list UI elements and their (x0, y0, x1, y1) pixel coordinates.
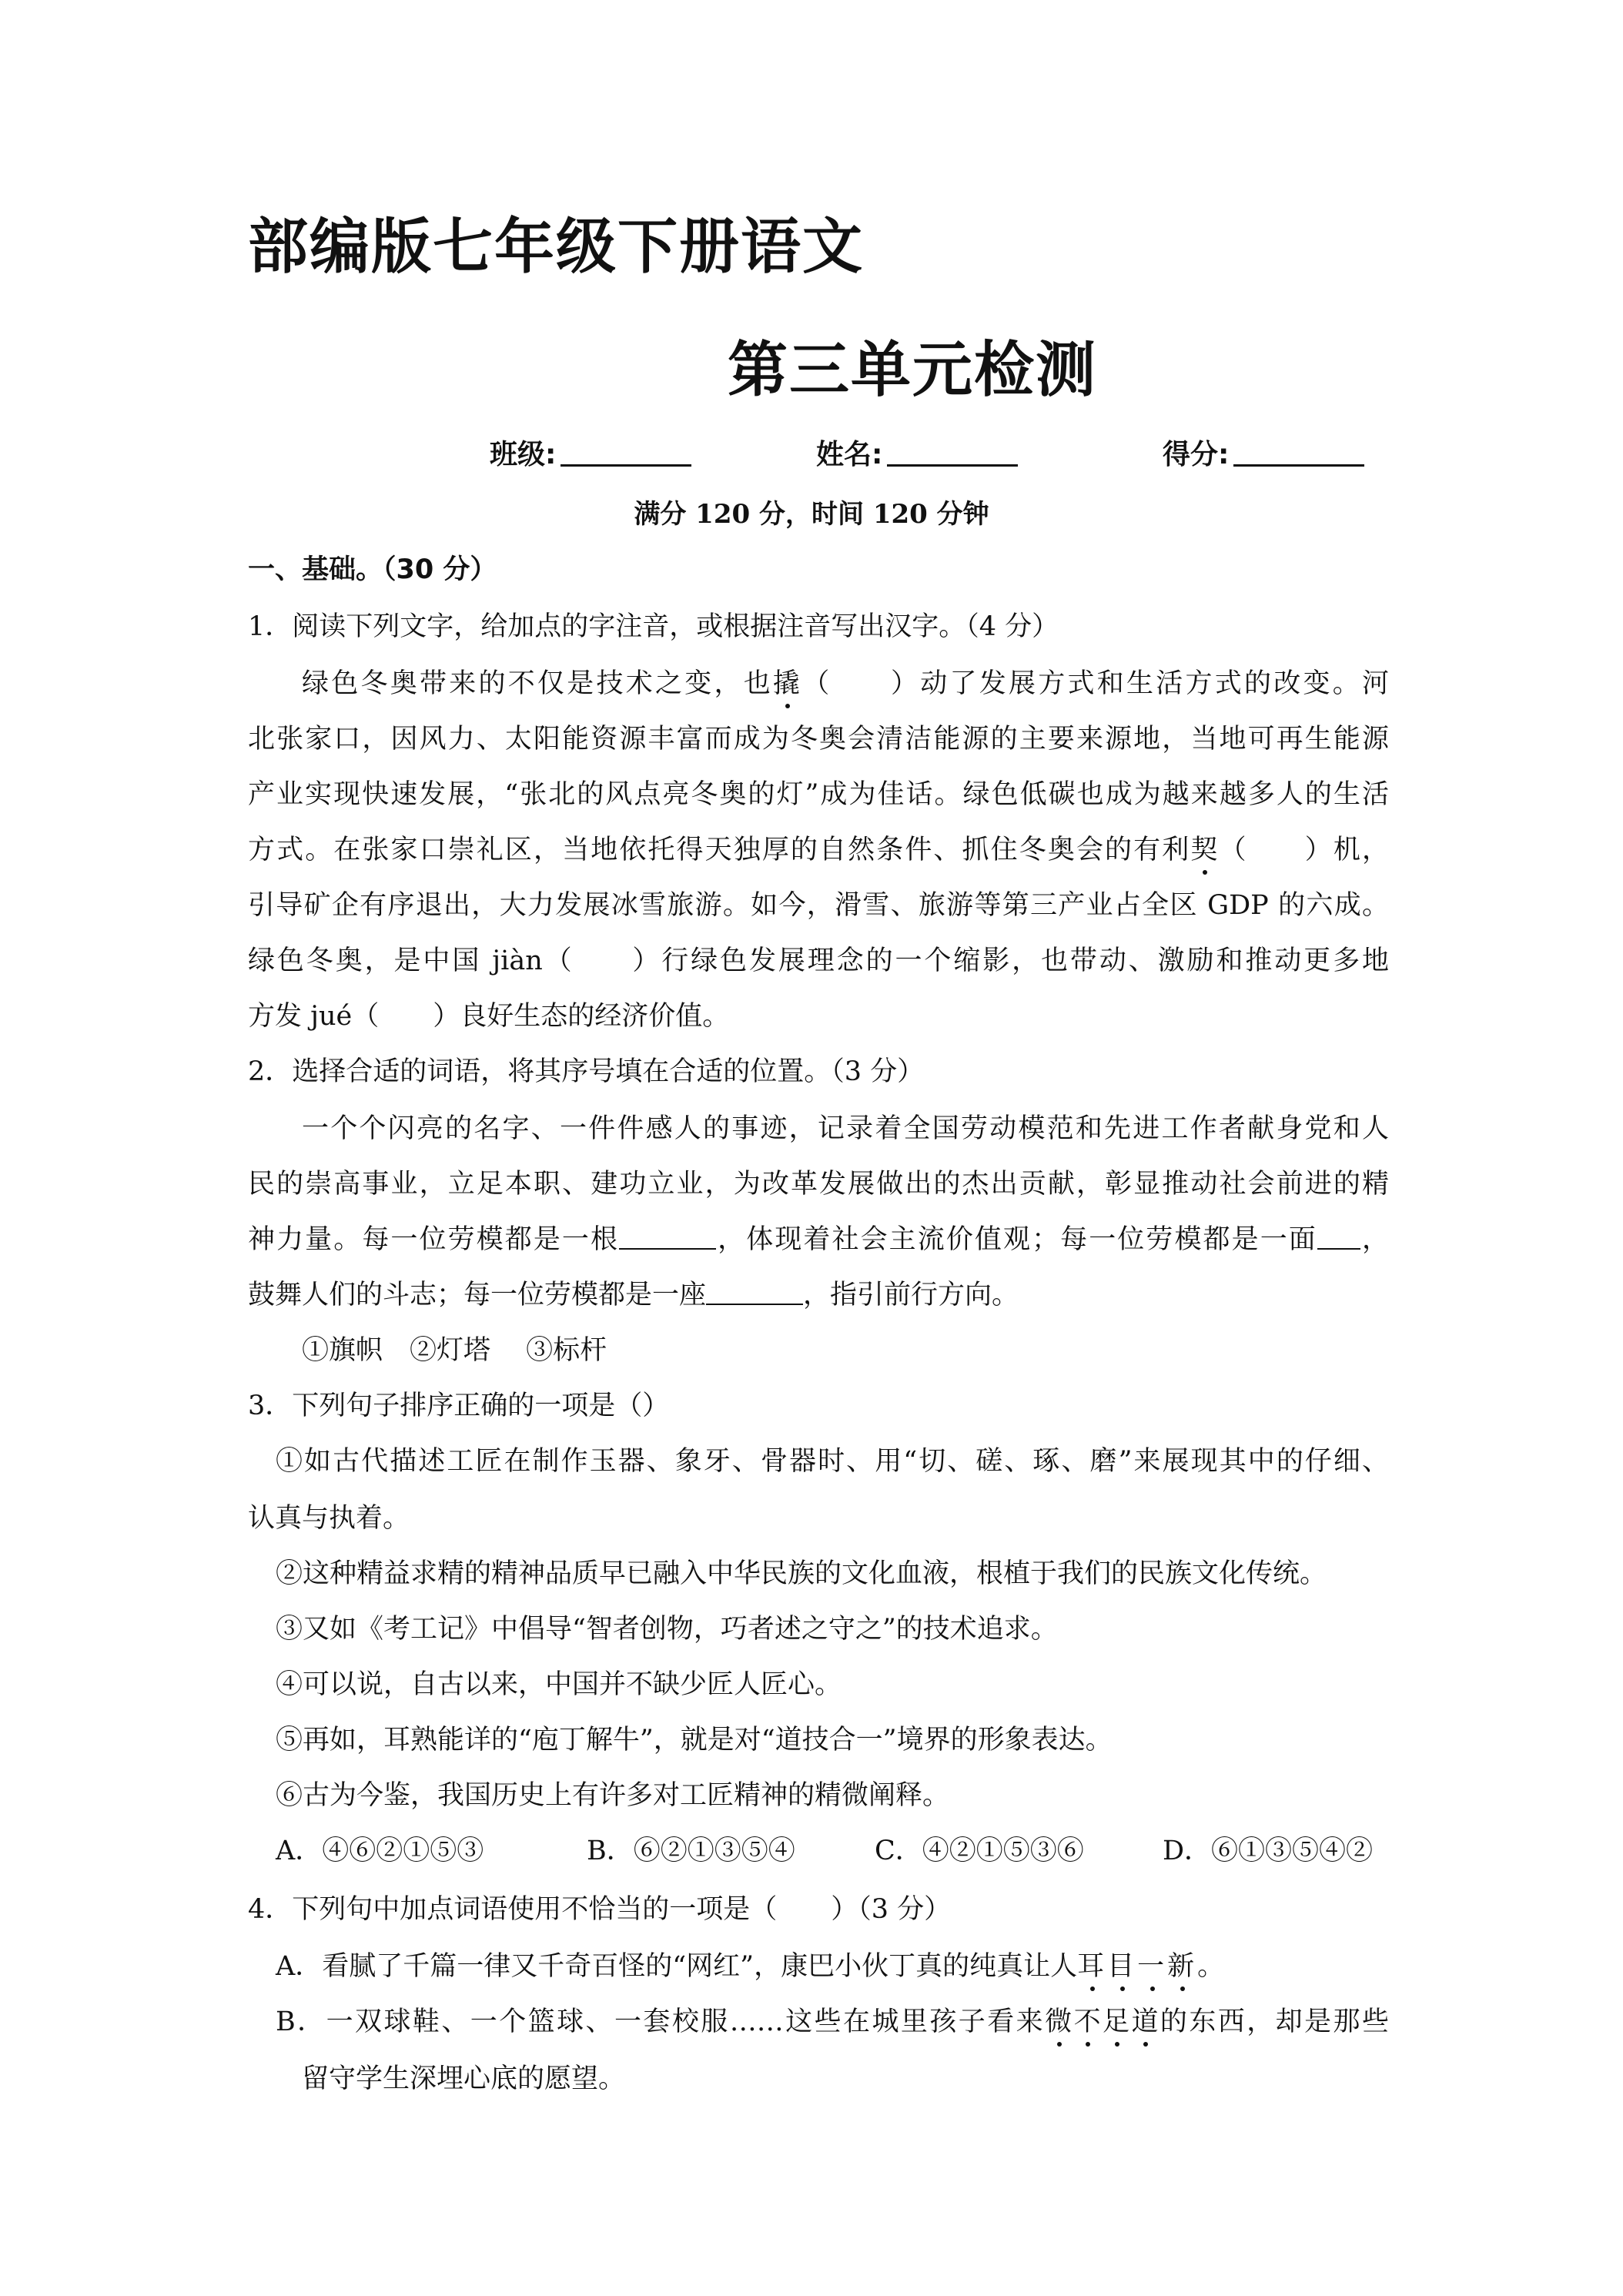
score-time-info: 满分 120 分，时间 120 分钟 (634, 499, 989, 530)
q1-paragraph-line: 绿色冬奥，是中国 jiàn（ ）行绿色发展理念的一个缩影，也带动、激励和推动更多地 (248, 946, 1389, 976)
class-label: 班级: (490, 439, 557, 470)
dotted-char: 一 (1137, 1951, 1168, 1982)
name-field (816, 433, 1018, 472)
q1-paragraph-line: 北张家口，因风力、太阳能资源丰富而成为冬奥会清洁能源的主要来源地，当地可再生能源 (248, 724, 1389, 755)
choice-b[interactable]: B．⑥②①③⑤④ (587, 1836, 795, 1866)
answer-blank (706, 1277, 803, 1305)
name-label: 姓名: (816, 439, 883, 470)
class-blank (561, 437, 691, 467)
question-4-stem: 4．下列句中加点词语使用不恰当的一项是（ ）（3 分） (248, 1894, 952, 1925)
q3-sentence: ①如古代描述工匠在制作玉器、象牙、骨器时、用“切、磋、琢、磨”来展现其中的仔细、 (276, 1446, 1389, 1477)
q2-paragraph-line: 民的崇高事业，立足本职、建功立业，为改革发展做出的杰出贡献，彰显推动社会前进的精 (248, 1169, 1389, 1200)
class-field (490, 433, 691, 472)
q2-paragraph-line: 鼓舞人们的斗志；每一位劳模都是一座 ，指引前行方向。 (248, 1274, 1019, 1312)
choice-d[interactable]: D．⑥①③⑤④② (1163, 1836, 1374, 1866)
dotted-char: 目 (1107, 1951, 1138, 1982)
q2-paragraph-line: 一个个闪亮的名字、一件件感人的事迹，记录着全国劳动模范和先进工作者献身党和人 (302, 1113, 1389, 1144)
dotted-phrase (1045, 2006, 1160, 2037)
answer-blank (619, 1222, 716, 1250)
dotted-phrase (1077, 1951, 1197, 1982)
q3-sentence-cont: 认真与执着。 (248, 1503, 410, 1534)
q4-option-b: B．一双球鞋、一个篮球、一套校服……这些在城里孩子看来微不足道的东西，却是那些 (276, 2006, 1389, 2037)
dotted-char: 新 (1167, 1951, 1198, 1982)
question-2-stem: 2．选择合适的词语，将其序号填在合适的位置。（3 分） (248, 1056, 925, 1087)
q3-choices (276, 1829, 1400, 1868)
q2-paragraph-line: 神力量。每一位劳模都是一根 ，体现着社会主流价值观；每一位劳模都是一面 ， (248, 1218, 1389, 1257)
dotted-char: 足 (1103, 2006, 1132, 2037)
document-subtitle: 第三单元检测 (728, 336, 1098, 405)
question-3-stem: 3．下列句子排序正确的一项是（） (248, 1391, 670, 1421)
q3-sentence: ③又如《考工记》中倡导“智者创物，巧者述之守之”的技术追求。 (276, 1614, 1058, 1645)
q3-sentence: ⑤再如，耳熟能详的“庖丁解牛”，就是对“道技合一”境界的形象表达。 (276, 1725, 1113, 1755)
question-1-stem: 1．阅读下列文字，给加点的字注音，或根据注音写出汉字。（4 分） (248, 611, 1059, 642)
q2-options: ①旗帜 ②灯塔 ③标杆 (302, 1335, 607, 1366)
dotted-char: 不 (1073, 2006, 1103, 2037)
q1-paragraph-line: 方式。在张家口崇礼区，当地依托得天独厚的自然条件、抓住冬奥会的有利契（ ）机， (248, 835, 1389, 865)
q1-paragraph-line: 方发 jué（ ）良好生态的经济价值。 (248, 1001, 730, 1032)
dotted-char: 道 (1131, 2006, 1160, 2037)
q3-sentence: ②这种精益求精的精神品质早已融入中华民族的文化血液，根植于我们的民族文化传统。 (276, 1558, 1327, 1589)
q1-paragraph-line: 引导矿企有序退出，大力发展冰雪旅游。如今，滑雪、旅游等第三产业占全区 GDP 的六成。 (248, 890, 1389, 921)
student-info-row (0, 433, 1623, 471)
score-label: 得分: (1163, 439, 1230, 470)
choice-c[interactable]: C．④②①⑤③⑥ (875, 1836, 1084, 1866)
dotted-char: 微 (1045, 2006, 1074, 2037)
score-blank (1233, 437, 1364, 467)
q1-paragraph-line: 绿色冬奥带来的不仅是技术之变，也撬（ ）动了发展方式和生活方式的改变。河 (302, 668, 1389, 699)
q1-paragraph-line: 产业实现快速发展，“张北的风点亮冬奥的灯”成为佳话。绿色低碳也成为越来越多人的生活 (248, 779, 1389, 810)
q3-sentence: ④可以说，自古以来，中国并不缺少匠人匠心。 (276, 1669, 842, 1700)
dotted-char: 撬 (772, 668, 803, 699)
answer-blank (1317, 1222, 1360, 1250)
q4-option-a: A．看腻了千篇一律又千奇百怪的“网红”，康巴小伙丁真的纯真让人耳目一新。 (276, 1951, 1225, 1982)
choice-a[interactable]: A．④⑥②①⑤③ (276, 1836, 484, 1866)
dotted-char: 契 (1190, 835, 1220, 865)
q3-sentence: ⑥古为今鉴，我国历史上有许多对工匠精神的精微阐释。 (276, 1780, 950, 1811)
q4-option-b-cont: 留守学生深埋心底的愿望。 (302, 2063, 626, 2094)
name-blank (887, 437, 1018, 467)
dotted-char: 耳 (1077, 1951, 1108, 1982)
section-heading: 一、基础。（30 分） (248, 554, 497, 585)
score-field (1163, 433, 1364, 472)
document-title: 部编版七年级下册语文 (248, 213, 865, 282)
